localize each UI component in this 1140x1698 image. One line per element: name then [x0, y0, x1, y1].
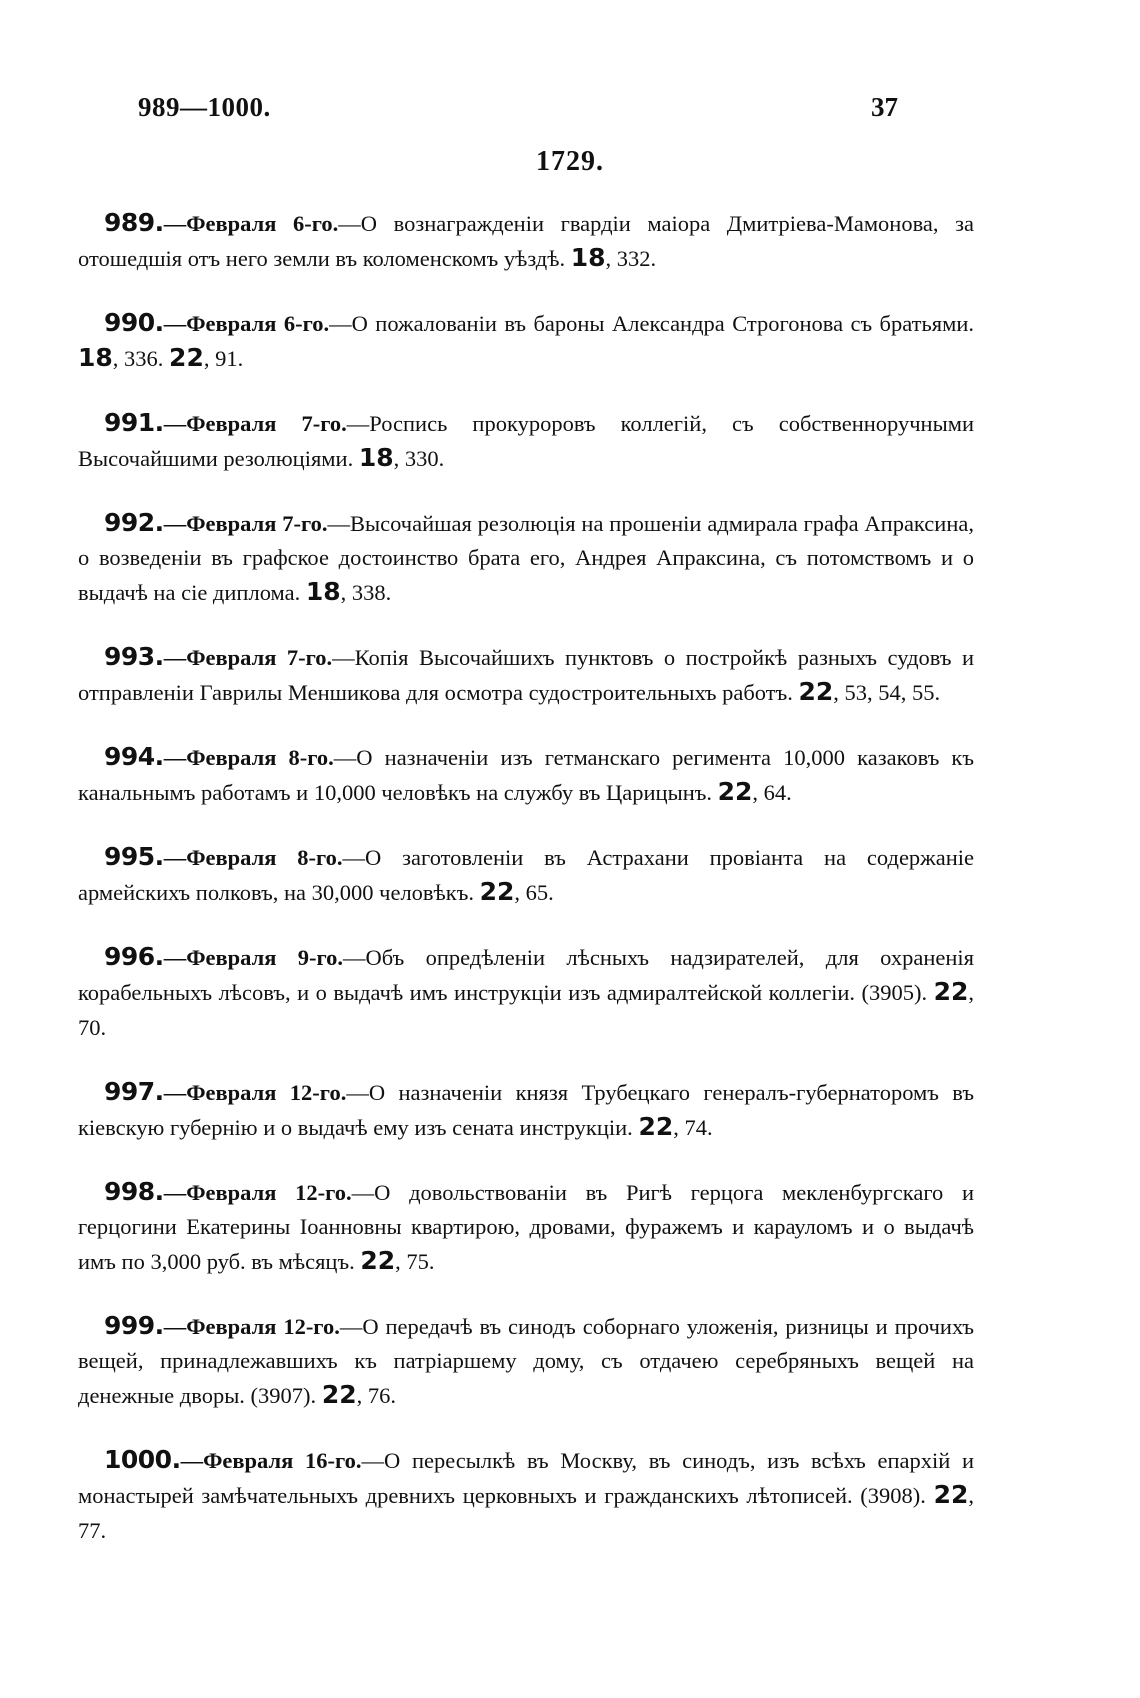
- entry-range: 989—1000.: [138, 92, 271, 122]
- volume-ref: 22: [717, 777, 753, 806]
- entry: [78, 840, 974, 910]
- entry: [78, 1075, 974, 1145]
- entry-date: —Февраля 7-го.: [163, 511, 328, 536]
- volume-ref: 22: [360, 1246, 396, 1275]
- entry-number: 995.: [104, 842, 164, 871]
- entry-text: —Роспись прокуроровъ коллегій, съ собственноручными Высочайшими резолюціями.: [78, 411, 974, 471]
- entry-number: 1000.: [104, 1445, 181, 1474]
- entry-text: —О заготовленіи въ Астрахани провіанта на содержаніе армейскихъ полковъ, на 30,000 человѣкъ.: [78, 845, 974, 905]
- volume-ref: 22: [321, 1380, 357, 1409]
- volume-ref: 18: [358, 443, 394, 472]
- page-refs: , 338.: [340, 580, 392, 605]
- page-refs: , 74.: [673, 1115, 713, 1140]
- volume-ref: 22: [479, 877, 515, 906]
- page-refs: , 65.: [514, 880, 554, 905]
- entry: [78, 740, 974, 810]
- page-refs: , 77.: [78, 1483, 975, 1543]
- entry-date: —Февраля 16-го.: [180, 1448, 362, 1473]
- page-refs: , 70.: [78, 980, 975, 1040]
- volume-ref: 22: [933, 977, 969, 1006]
- volume-ref: 18: [570, 243, 606, 272]
- entry: [78, 206, 974, 276]
- entry-number: 991.: [104, 408, 164, 437]
- entry-number: 994.: [104, 742, 164, 771]
- entry-number: 998.: [104, 1177, 164, 1206]
- page-refs-2: , 91.: [203, 346, 244, 371]
- entry-date: —Февраля 6-го.: [163, 211, 339, 236]
- running-head: [138, 92, 898, 126]
- entry-text: —О вознагражденіи гвардіи маіора Дмитріева-Мамонова, за отошедшія отъ него земли въ коломенскомъ уѣздѣ.: [78, 211, 974, 271]
- entry-number: 992.: [104, 508, 164, 537]
- entry-date: —Февраля 7-го.: [163, 645, 333, 670]
- entry-date: —Февраля 8-го.: [163, 745, 334, 770]
- page-refs: , 64.: [752, 780, 792, 805]
- entry-date: —Февраля 9-го.: [163, 945, 344, 970]
- entry: [78, 1175, 974, 1279]
- entry-list: [78, 206, 974, 1578]
- entry-date: —Февраля 12-го.: [163, 1314, 340, 1339]
- entry-number: 997.: [104, 1077, 164, 1106]
- entry-number: 999.: [104, 1311, 164, 1340]
- entry-text: —О назначеніи изъ гетманскаго регимента 10,000 казаковъ къ канальнымъ работамъ и 10,000 человѣкъ на службу въ Царицынъ.: [78, 745, 974, 805]
- page-refs: , 332.: [605, 246, 657, 271]
- entry: [78, 306, 974, 376]
- entry-number: 990.: [104, 308, 164, 337]
- entry: [78, 640, 974, 710]
- entry-date: —Февраля 12-го.: [163, 1180, 352, 1205]
- entry-date: —Февраля 7-го.: [163, 411, 347, 436]
- page-number: 37: [871, 92, 898, 122]
- entry-number: 993.: [104, 642, 164, 671]
- page-refs: , 75.: [395, 1249, 435, 1274]
- entry-date: —Февраля 6-го.: [163, 311, 330, 336]
- entry: [78, 406, 974, 476]
- page-refs: , 336.: [112, 346, 164, 371]
- volume-ref: 18: [78, 343, 113, 372]
- entry: [78, 940, 974, 1045]
- entry-text: —Высочайшая резолюція на прошеніи адмирала графа Апраксина, о возведеніи въ графское достоинство брата его, Андрея Апраксина, съ потомствомъ и о выдачѣ на сіе диплома.: [78, 511, 974, 605]
- entry-number: 996.: [104, 942, 164, 971]
- entry: [78, 506, 974, 610]
- entry: [78, 1309, 974, 1413]
- volume-ref: 22: [933, 1480, 969, 1509]
- entry-text: —О довольствованіи въ Ригѣ герцога мекленбургскаго и герцогини Екатерины Іоанновны квартирою, дровами, фуражемъ и карауломъ и о выдачѣ имъ по 3,000 руб. въ мѣсяцъ.: [78, 1180, 974, 1274]
- entry-date: —Февраля 8-го.: [163, 845, 343, 870]
- entry-text: —О пересылкѣ въ Москву, въ синодъ, изъ всѣхъ епархій и монастырей замѣчательныхъ древнихъ церковныхъ и гражданскихъ лѣтописей. (3908).: [78, 1448, 975, 1508]
- entry-number: 989.: [104, 208, 164, 237]
- volume-ref-2: 22: [169, 343, 204, 372]
- volume-ref: 18: [305, 577, 341, 606]
- page-refs: , 53, 54, 55.: [833, 680, 941, 705]
- page-refs: , 330.: [393, 446, 445, 471]
- entry-text: —Объ опредѣленіи лѣсныхъ надзирателей, для охраненія корабельныхъ лѣсовъ, и о выдачѣ имъ инструкціи изъ адмиралтейской коллегіи. (3905).: [78, 945, 974, 1005]
- page-refs: , 76.: [356, 1383, 396, 1408]
- year-heading: 1729.: [536, 146, 604, 177]
- volume-ref: 22: [638, 1112, 674, 1141]
- entry-text: —Копія Высочайшихъ пунктовъ о постройкѣ разныхъ судовъ и отправленіи Гаврилы Меншикова для осмотра судостроительныхъ работъ.: [78, 645, 974, 705]
- entry-text: —О назначеніи князя Трубецкаго генералъ-губернаторомъ въ кіевскую губернію и о выдачѣ ему изъ сената инструкціи.: [78, 1080, 974, 1140]
- entry-date: —Февраля 12-го.: [163, 1080, 347, 1105]
- volume-ref: 22: [798, 677, 834, 706]
- entry-text: —О пожалованіи въ бароны Александра Строгонова съ братьями.: [329, 311, 974, 336]
- entry: [78, 1443, 974, 1548]
- entry-text: —О передачѣ въ синодъ соборнаго уложенія, ризницы и прочихъ вещей, принадлежавшихъ къ патріаршему дому, съ отдачею серебряныхъ вещей на денежные дворы. (3907).: [78, 1314, 974, 1408]
